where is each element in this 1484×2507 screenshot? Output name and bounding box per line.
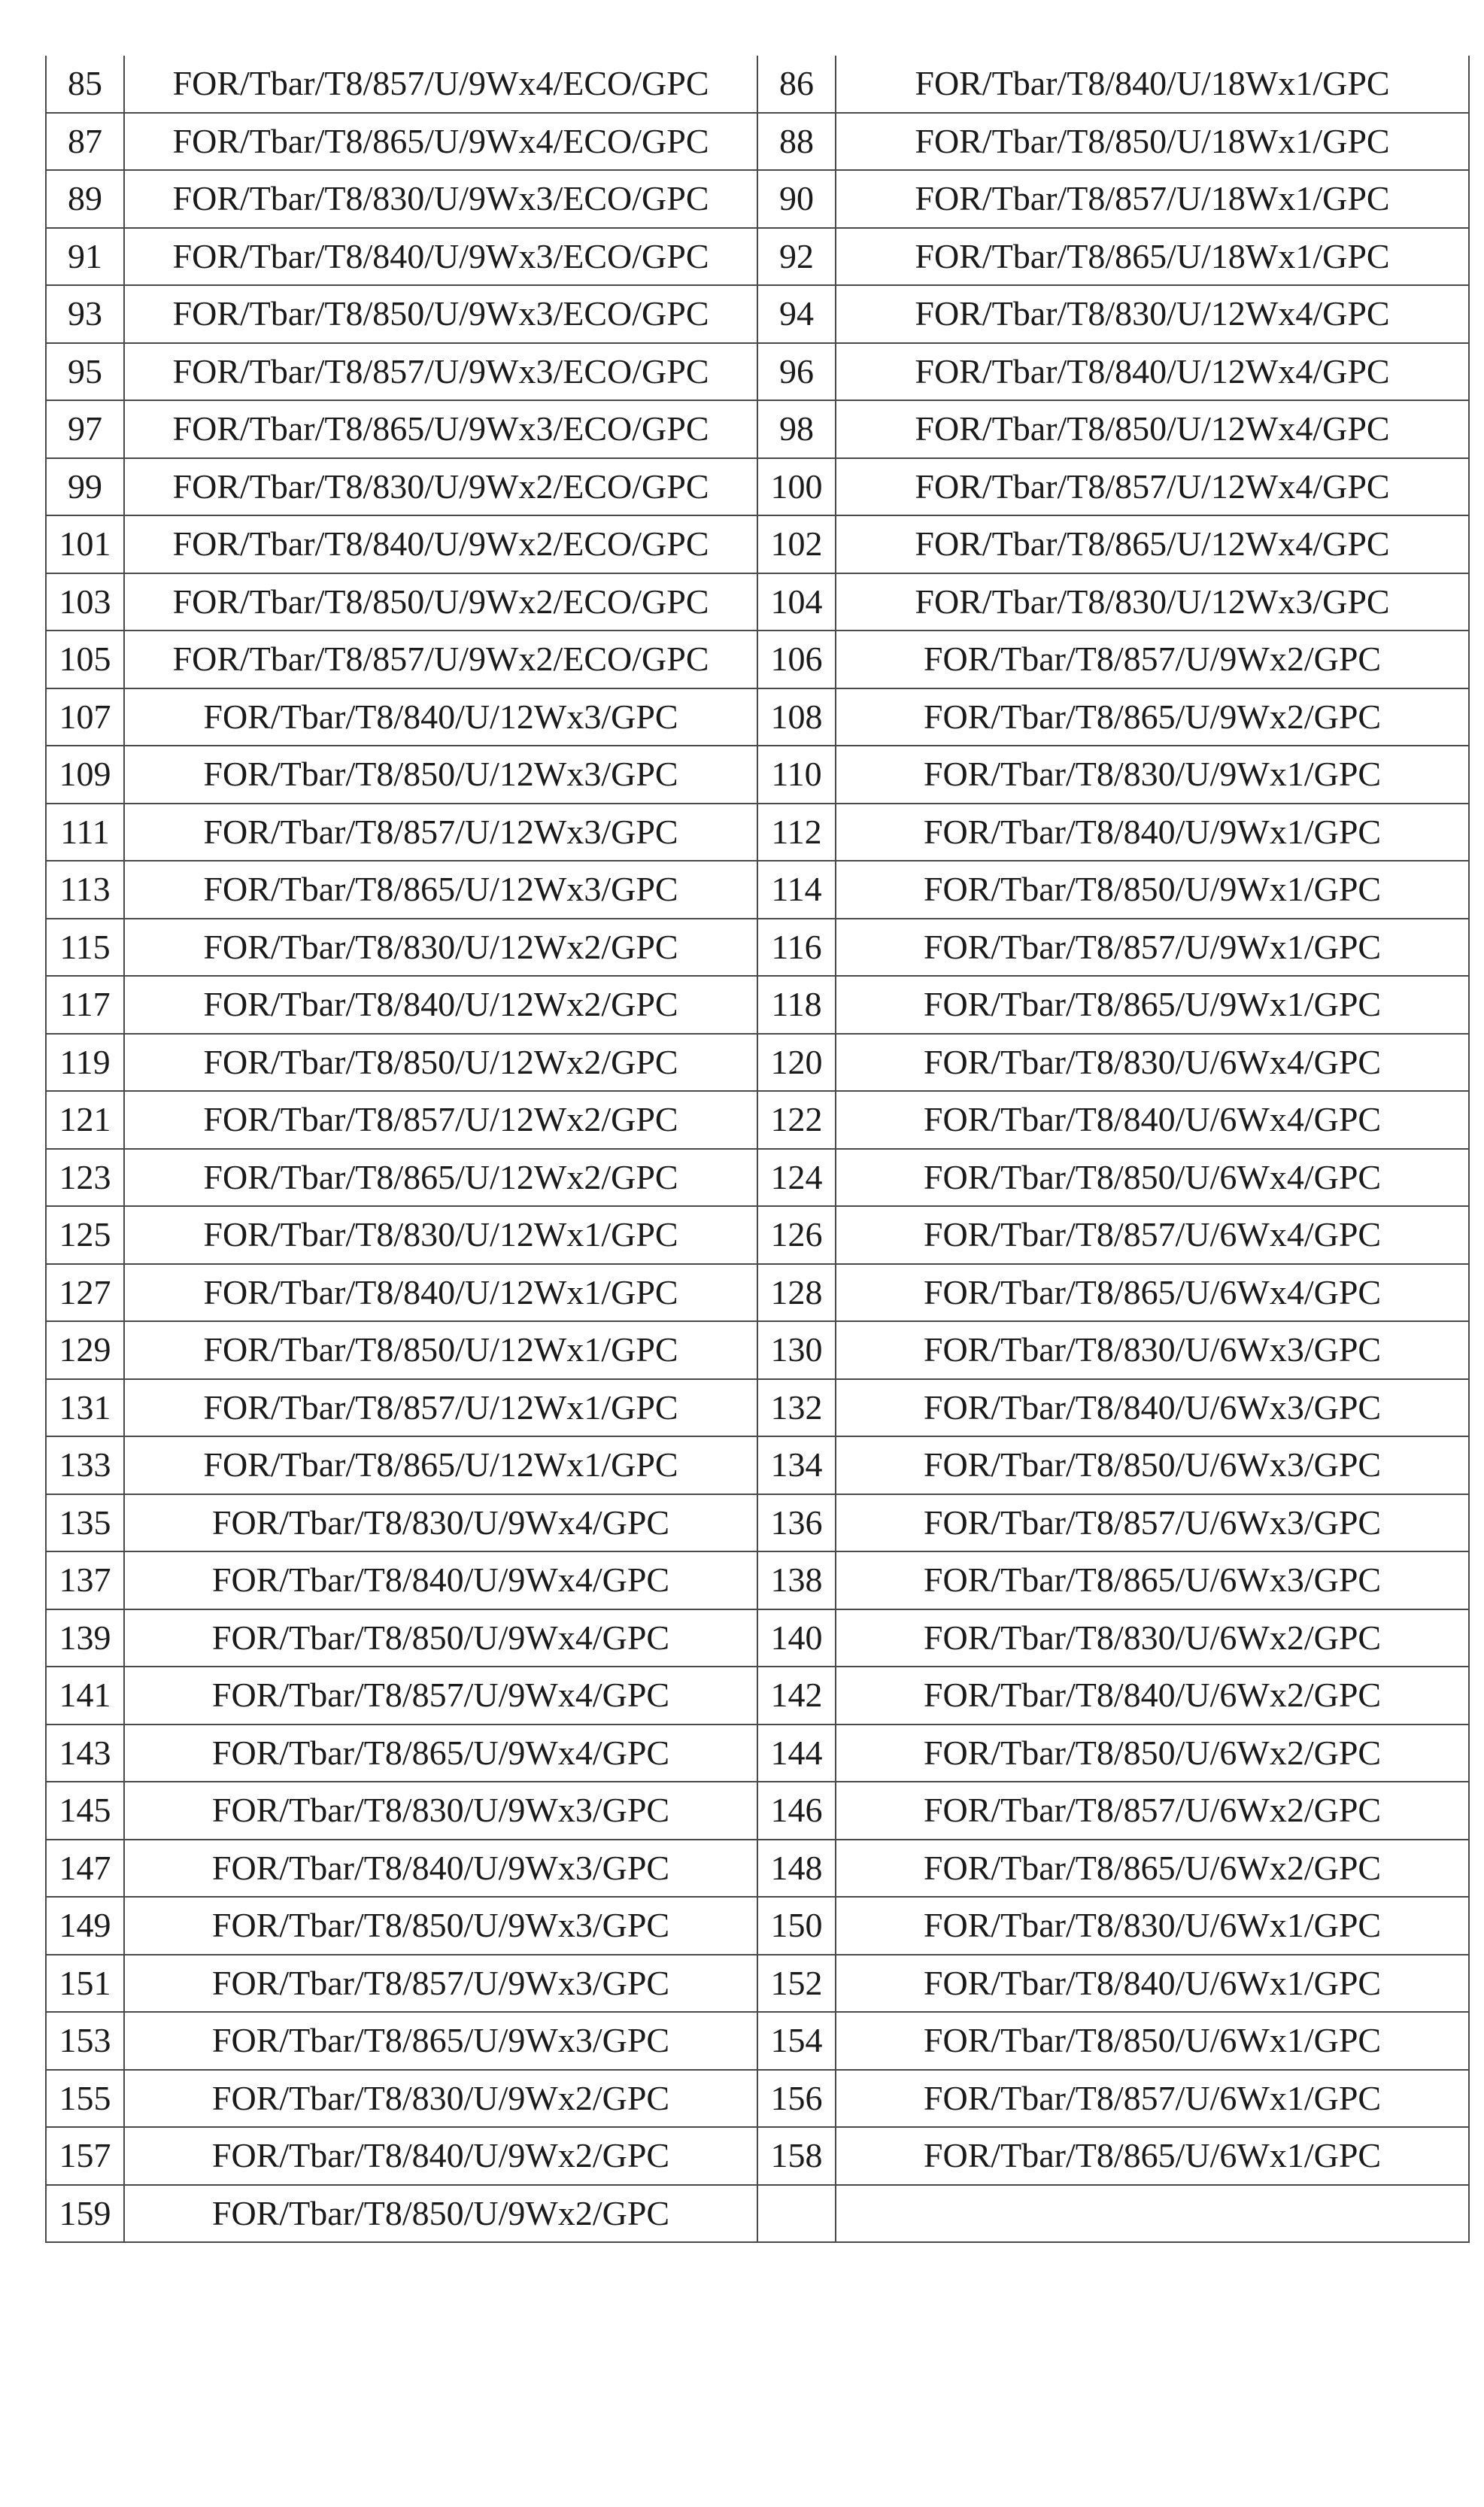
left-product-code: FOR/Tbar/T8/830/U/12Wx2/GPC <box>124 919 757 977</box>
right-product-code: FOR/Tbar/T8/857/U/6Wx3/GPC <box>836 1494 1469 1552</box>
left-product-code: FOR/Tbar/T8/857/U/12Wx3/GPC <box>124 804 757 861</box>
right-item-number <box>757 2185 836 2243</box>
right-product-code: FOR/Tbar/T8/840/U/18Wx1/GPC <box>836 56 1469 113</box>
left-product-code: FOR/Tbar/T8/850/U/9Wx4/GPC <box>124 1609 757 1667</box>
left-product-code: FOR/Tbar/T8/840/U/9Wx4/GPC <box>124 1551 757 1609</box>
right-product-code: FOR/Tbar/T8/865/U/12Wx4/GPC <box>836 515 1469 573</box>
right-item-number: 98 <box>757 400 836 458</box>
right-item-number: 150 <box>757 1897 836 1955</box>
left-product-code: FOR/Tbar/T8/830/U/9Wx2/GPC <box>124 2070 757 2128</box>
left-product-code: FOR/Tbar/T8/865/U/12Wx3/GPC <box>124 861 757 919</box>
left-product-code: FOR/Tbar/T8/857/U/12Wx2/GPC <box>124 1091 757 1149</box>
table-row <box>46 1667 1469 1725</box>
right-product-code: FOR/Tbar/T8/865/U/6Wx1/GPC <box>836 2127 1469 2185</box>
product-code-table <box>45 56 1470 2243</box>
left-item-number: 119 <box>46 1034 124 1092</box>
left-product-code: FOR/Tbar/T8/850/U/12Wx2/GPC <box>124 1034 757 1092</box>
left-product-code: FOR/Tbar/T8/830/U/9Wx2/ECO/GPC <box>124 458 757 516</box>
left-item-number: 125 <box>46 1206 124 1264</box>
table-row <box>46 1321 1469 1379</box>
left-item-number: 103 <box>46 573 124 631</box>
left-item-number: 121 <box>46 1091 124 1149</box>
table-row <box>46 113 1469 171</box>
table-row <box>46 515 1469 573</box>
right-item-number: 134 <box>757 1436 836 1494</box>
left-item-number: 85 <box>46 56 124 113</box>
left-item-number: 107 <box>46 688 124 746</box>
table-row <box>46 1206 1469 1264</box>
left-item-number: 97 <box>46 400 124 458</box>
right-product-code: FOR/Tbar/T8/850/U/9Wx1/GPC <box>836 861 1469 919</box>
table-row <box>46 573 1469 631</box>
table-row <box>46 1494 1469 1552</box>
left-item-number: 159 <box>46 2185 124 2243</box>
right-product-code: FOR/Tbar/T8/830/U/6Wx2/GPC <box>836 1609 1469 1667</box>
right-product-code <box>836 2185 1469 2243</box>
left-item-number: 113 <box>46 861 124 919</box>
right-item-number: 144 <box>757 1725 836 1782</box>
right-item-number: 128 <box>757 1264 836 1322</box>
left-item-number: 89 <box>46 170 124 228</box>
left-item-number: 105 <box>46 631 124 688</box>
left-product-code: FOR/Tbar/T8/840/U/9Wx3/GPC <box>124 1840 757 1898</box>
right-item-number: 130 <box>757 1321 836 1379</box>
table-row <box>46 746 1469 804</box>
left-product-code: FOR/Tbar/T8/840/U/12Wx1/GPC <box>124 1264 757 1322</box>
table-row <box>46 1264 1469 1322</box>
right-product-code: FOR/Tbar/T8/840/U/6Wx1/GPC <box>836 1955 1469 2013</box>
left-item-number: 87 <box>46 113 124 171</box>
table-row <box>46 1782 1469 1840</box>
left-product-code: FOR/Tbar/T8/865/U/9Wx4/GPC <box>124 1725 757 1782</box>
right-product-code: FOR/Tbar/T8/850/U/6Wx1/GPC <box>836 2012 1469 2070</box>
table-row <box>46 56 1469 113</box>
left-product-code: FOR/Tbar/T8/865/U/12Wx2/GPC <box>124 1149 757 1207</box>
right-product-code: FOR/Tbar/T8/840/U/6Wx3/GPC <box>836 1379 1469 1437</box>
right-product-code: FOR/Tbar/T8/857/U/18Wx1/GPC <box>836 170 1469 228</box>
table-row <box>46 631 1469 688</box>
left-product-code: FOR/Tbar/T8/850/U/9Wx3/ECO/GPC <box>124 285 757 343</box>
right-item-number: 158 <box>757 2127 836 2185</box>
right-item-number: 104 <box>757 573 836 631</box>
table-row <box>46 458 1469 516</box>
right-item-number: 148 <box>757 1840 836 1898</box>
left-product-code: FOR/Tbar/T8/865/U/9Wx4/ECO/GPC <box>124 113 757 171</box>
left-product-code: FOR/Tbar/T8/865/U/9Wx3/ECO/GPC <box>124 400 757 458</box>
right-item-number: 120 <box>757 1034 836 1092</box>
right-product-code: FOR/Tbar/T8/857/U/9Wx1/GPC <box>836 919 1469 977</box>
right-product-code: FOR/Tbar/T8/857/U/9Wx2/GPC <box>836 631 1469 688</box>
right-product-code: FOR/Tbar/T8/830/U/12Wx4/GPC <box>836 285 1469 343</box>
right-product-code: FOR/Tbar/T8/840/U/6Wx2/GPC <box>836 1667 1469 1725</box>
left-item-number: 157 <box>46 2127 124 2185</box>
left-item-number: 101 <box>46 515 124 573</box>
left-item-number: 139 <box>46 1609 124 1667</box>
right-item-number: 140 <box>757 1609 836 1667</box>
table-row <box>46 1840 1469 1898</box>
left-product-code: FOR/Tbar/T8/830/U/12Wx1/GPC <box>124 1206 757 1264</box>
table-row <box>46 976 1469 1034</box>
right-product-code: FOR/Tbar/T8/857/U/6Wx2/GPC <box>836 1782 1469 1840</box>
left-product-code: FOR/Tbar/T8/840/U/9Wx2/ECO/GPC <box>124 515 757 573</box>
right-item-number: 112 <box>757 804 836 861</box>
left-item-number: 91 <box>46 228 124 286</box>
left-product-code: FOR/Tbar/T8/830/U/9Wx4/GPC <box>124 1494 757 1552</box>
right-product-code: FOR/Tbar/T8/840/U/6Wx4/GPC <box>836 1091 1469 1149</box>
table-row <box>46 861 1469 919</box>
left-product-code: FOR/Tbar/T8/840/U/9Wx3/ECO/GPC <box>124 228 757 286</box>
left-item-number: 129 <box>46 1321 124 1379</box>
left-product-code: FOR/Tbar/T8/850/U/9Wx2/ECO/GPC <box>124 573 757 631</box>
left-item-number: 131 <box>46 1379 124 1437</box>
left-product-code: FOR/Tbar/T8/840/U/12Wx3/GPC <box>124 688 757 746</box>
table-row <box>46 1379 1469 1437</box>
table-row <box>46 1551 1469 1609</box>
table-row <box>46 285 1469 343</box>
right-product-code: FOR/Tbar/T8/830/U/12Wx3/GPC <box>836 573 1469 631</box>
left-item-number: 93 <box>46 285 124 343</box>
left-item-number: 117 <box>46 976 124 1034</box>
left-item-number: 147 <box>46 1840 124 1898</box>
left-product-code: FOR/Tbar/T8/840/U/9Wx2/GPC <box>124 2127 757 2185</box>
right-item-number: 100 <box>757 458 836 516</box>
left-item-number: 115 <box>46 919 124 977</box>
right-item-number: 88 <box>757 113 836 171</box>
right-product-code: FOR/Tbar/T8/850/U/6Wx4/GPC <box>836 1149 1469 1207</box>
right-item-number: 114 <box>757 861 836 919</box>
left-product-code: FOR/Tbar/T8/857/U/9Wx3/ECO/GPC <box>124 343 757 401</box>
right-product-code: FOR/Tbar/T8/865/U/6Wx4/GPC <box>836 1264 1469 1322</box>
right-product-code: FOR/Tbar/T8/865/U/6Wx3/GPC <box>836 1551 1469 1609</box>
right-product-code: FOR/Tbar/T8/850/U/18Wx1/GPC <box>836 113 1469 171</box>
right-item-number: 154 <box>757 2012 836 2070</box>
right-product-code: FOR/Tbar/T8/840/U/9Wx1/GPC <box>836 804 1469 861</box>
right-item-number: 122 <box>757 1091 836 1149</box>
left-product-code: FOR/Tbar/T8/857/U/9Wx4/ECO/GPC <box>124 56 757 113</box>
table-row <box>46 1436 1469 1494</box>
right-item-number: 110 <box>757 746 836 804</box>
table-body <box>46 56 1469 2242</box>
left-item-number: 137 <box>46 1551 124 1609</box>
left-product-code: FOR/Tbar/T8/840/U/12Wx2/GPC <box>124 976 757 1034</box>
right-item-number: 92 <box>757 228 836 286</box>
left-product-code: FOR/Tbar/T8/857/U/9Wx3/GPC <box>124 1955 757 2013</box>
right-product-code: FOR/Tbar/T8/850/U/6Wx2/GPC <box>836 1725 1469 1782</box>
right-item-number: 152 <box>757 1955 836 2013</box>
right-item-number: 106 <box>757 631 836 688</box>
right-product-code: FOR/Tbar/T8/850/U/12Wx4/GPC <box>836 400 1469 458</box>
table-row <box>46 1034 1469 1092</box>
table-row <box>46 1897 1469 1955</box>
left-product-code: FOR/Tbar/T8/857/U/12Wx1/GPC <box>124 1379 757 1437</box>
right-product-code: FOR/Tbar/T8/865/U/18Wx1/GPC <box>836 228 1469 286</box>
left-item-number: 143 <box>46 1725 124 1782</box>
right-product-code: FOR/Tbar/T8/830/U/9Wx1/GPC <box>836 746 1469 804</box>
right-product-code: FOR/Tbar/T8/857/U/6Wx1/GPC <box>836 2070 1469 2128</box>
left-product-code: FOR/Tbar/T8/830/U/9Wx3/ECO/GPC <box>124 170 757 228</box>
left-product-code: FOR/Tbar/T8/830/U/9Wx3/GPC <box>124 1782 757 1840</box>
table-row <box>46 2127 1469 2185</box>
right-item-number: 146 <box>757 1782 836 1840</box>
left-item-number: 95 <box>46 343 124 401</box>
table-row <box>46 1091 1469 1149</box>
left-product-code: FOR/Tbar/T8/850/U/9Wx2/GPC <box>124 2185 757 2243</box>
left-item-number: 145 <box>46 1782 124 1840</box>
left-product-code: FOR/Tbar/T8/850/U/12Wx3/GPC <box>124 746 757 804</box>
right-item-number: 108 <box>757 688 836 746</box>
left-item-number: 111 <box>46 804 124 861</box>
right-item-number: 116 <box>757 919 836 977</box>
right-item-number: 156 <box>757 2070 836 2128</box>
right-product-code: FOR/Tbar/T8/850/U/6Wx3/GPC <box>836 1436 1469 1494</box>
left-item-number: 109 <box>46 746 124 804</box>
left-item-number: 155 <box>46 2070 124 2128</box>
table-row <box>46 804 1469 861</box>
right-item-number: 124 <box>757 1149 836 1207</box>
left-item-number: 133 <box>46 1436 124 1494</box>
right-item-number: 94 <box>757 285 836 343</box>
table-row <box>46 1955 1469 2013</box>
left-item-number: 123 <box>46 1149 124 1207</box>
left-product-code: FOR/Tbar/T8/857/U/9Wx2/ECO/GPC <box>124 631 757 688</box>
table-row <box>46 228 1469 286</box>
left-product-code: FOR/Tbar/T8/865/U/9Wx3/GPC <box>124 2012 757 2070</box>
left-item-number: 141 <box>46 1667 124 1725</box>
right-product-code: FOR/Tbar/T8/865/U/6Wx2/GPC <box>836 1840 1469 1898</box>
table-row <box>46 400 1469 458</box>
right-item-number: 126 <box>757 1206 836 1264</box>
table-row <box>46 2185 1469 2243</box>
left-item-number: 127 <box>46 1264 124 1322</box>
right-product-code: FOR/Tbar/T8/857/U/6Wx4/GPC <box>836 1206 1469 1264</box>
left-product-code: FOR/Tbar/T8/865/U/12Wx1/GPC <box>124 1436 757 1494</box>
table-row <box>46 919 1469 977</box>
right-item-number: 96 <box>757 343 836 401</box>
right-product-code: FOR/Tbar/T8/857/U/12Wx4/GPC <box>836 458 1469 516</box>
left-product-code: FOR/Tbar/T8/850/U/9Wx3/GPC <box>124 1897 757 1955</box>
left-item-number: 153 <box>46 2012 124 2070</box>
right-product-code: FOR/Tbar/T8/830/U/6Wx1/GPC <box>836 1897 1469 1955</box>
table-row <box>46 1149 1469 1207</box>
table-row <box>46 343 1469 401</box>
right-item-number: 90 <box>757 170 836 228</box>
right-product-code: FOR/Tbar/T8/840/U/12Wx4/GPC <box>836 343 1469 401</box>
right-product-code: FOR/Tbar/T8/865/U/9Wx1/GPC <box>836 976 1469 1034</box>
right-item-number: 86 <box>757 56 836 113</box>
right-product-code: FOR/Tbar/T8/830/U/6Wx3/GPC <box>836 1321 1469 1379</box>
left-item-number: 149 <box>46 1897 124 1955</box>
left-item-number: 151 <box>46 1955 124 2013</box>
right-item-number: 136 <box>757 1494 836 1552</box>
table-row <box>46 1725 1469 1782</box>
table-row <box>46 170 1469 228</box>
left-product-code: FOR/Tbar/T8/850/U/12Wx1/GPC <box>124 1321 757 1379</box>
table-row <box>46 2070 1469 2128</box>
right-product-code: FOR/Tbar/T8/830/U/6Wx4/GPC <box>836 1034 1469 1092</box>
table-row <box>46 2012 1469 2070</box>
left-item-number: 99 <box>46 458 124 516</box>
right-product-code: FOR/Tbar/T8/865/U/9Wx2/GPC <box>836 688 1469 746</box>
right-item-number: 118 <box>757 976 836 1034</box>
right-item-number: 142 <box>757 1667 836 1725</box>
right-item-number: 132 <box>757 1379 836 1437</box>
right-item-number: 138 <box>757 1551 836 1609</box>
left-item-number: 135 <box>46 1494 124 1552</box>
table-row <box>46 688 1469 746</box>
right-item-number: 102 <box>757 515 836 573</box>
left-product-code: FOR/Tbar/T8/857/U/9Wx4/GPC <box>124 1667 757 1725</box>
table-row <box>46 1609 1469 1667</box>
